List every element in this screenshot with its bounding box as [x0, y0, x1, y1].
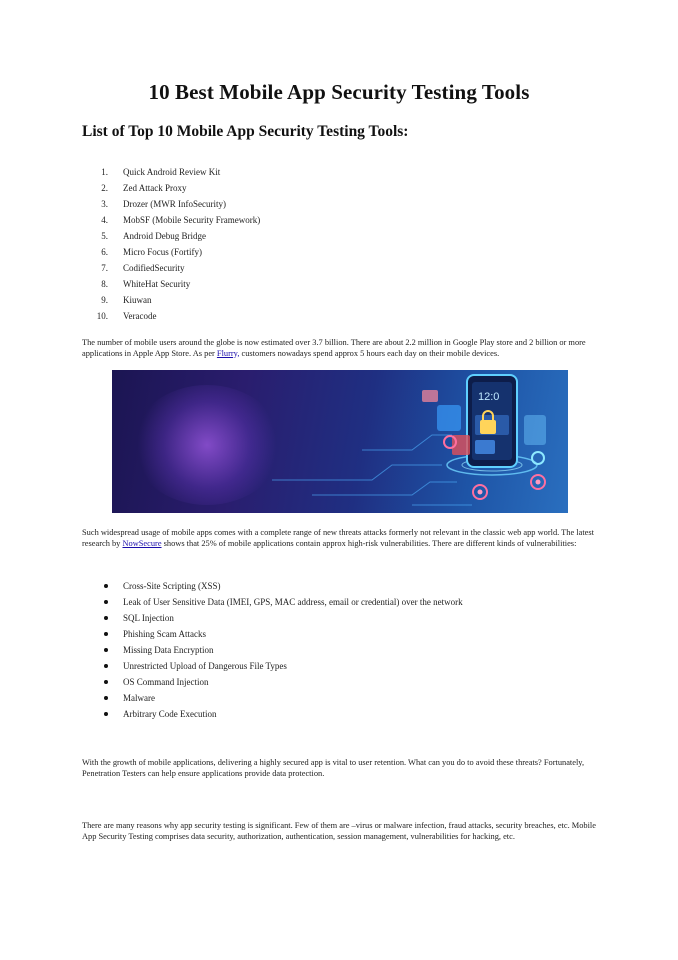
- bullet-icon: [104, 664, 108, 668]
- list-item: SQL Injection: [82, 610, 463, 626]
- reasons-paragraph: There are many reasons why app security testing is significant. Few of them are –virus or malware infection, fraud attacks, security breaches, etc. Mobile App Security Testing comprises data security, authorization, authentication, session management, vulnerabilities for hacking, etc.: [82, 821, 596, 841]
- list-item: 3. Drozer (MWR InfoSecurity): [101, 199, 226, 209]
- card-shape: [437, 405, 461, 431]
- list-item: OS Command Injection: [82, 674, 463, 690]
- list-item: 7. CodifiedSecurity: [101, 263, 185, 273]
- hero-image: [112, 370, 568, 513]
- list-item: Arbitrary Code Execution: [82, 706, 463, 722]
- list-item: 4. MobSF (Mobile Security Framework): [101, 215, 261, 225]
- bullet-icon: [104, 696, 108, 700]
- node-circle: [532, 452, 544, 464]
- card-shape: [422, 390, 438, 402]
- bullet-icon: [104, 600, 108, 604]
- tools-list: [82, 164, 260, 324]
- list-item: Cross-Site Scripting (XSS): [82, 578, 463, 594]
- bullet-icon: [104, 648, 108, 652]
- list-item: 6. Micro Focus (Fortify): [101, 247, 202, 257]
- flurry-link[interactable]: Flurry,: [216, 348, 240, 358]
- list-item: Phishing Scam Attacks: [82, 626, 463, 642]
- list-item: 10. Veracode: [96, 311, 157, 321]
- list-item: 5. Android Debug Bridge: [101, 231, 206, 241]
- list-item: 9. Kiuwan: [101, 295, 152, 305]
- bullet-icon: [104, 584, 108, 588]
- research-paragraph: Such widespread usage of mobile apps comes with a complete range of new threats attacks formerly not relevant in the classic web app world. The latest research by NowSecure shows that 25% of mobile applications contain approx high-risk vulnerabilities. There are different kinds of vulnerabilities:: [82, 528, 594, 548]
- page-title: 10 Best Mobile App Security Testing Tools: [148, 80, 530, 104]
- list-item: Unrestricted Upload of Dangerous File Types: [82, 658, 463, 674]
- mobile-security-illustration: [112, 370, 568, 513]
- section-heading: List of Top 10 Mobile App Security Testing Tools:: [82, 123, 409, 140]
- svg-text:12:0: 12:0: [478, 391, 500, 403]
- bullet-icon: [104, 616, 108, 620]
- bullet-icon: [104, 632, 108, 636]
- list-item: Missing Data Encryption: [82, 642, 463, 658]
- list-item: 2. Zed Attack Proxy: [101, 183, 187, 193]
- bullet-icon: [104, 680, 108, 684]
- list-item: 8. WhiteHat Security: [101, 279, 191, 289]
- nowsecure-link[interactable]: NowSecure: [122, 538, 162, 548]
- bullet-icon: [104, 712, 108, 716]
- list-item: Malware: [82, 690, 463, 706]
- card-shape: [524, 415, 546, 445]
- intro-paragraph: The number of mobile users around the globe is now estimated over 3.7 billion. There are about 2.2 million in Google Play store and 2 billion or more applications in Apple App Store. As per Flurry, customers nowadays spend approx 5 hours each day on their mobile devices.: [82, 338, 586, 358]
- list-item: 1. Quick Android Review Kit: [101, 167, 221, 177]
- growth-paragraph: With the growth of mobile applications, delivering a highly secured app is vital to user retention. What can you do to avoid these threats? Fortunately, Penetration Testers can help ensure applications provide data protection.: [82, 758, 585, 778]
- vulnerabilities-list: [82, 578, 463, 722]
- list-item: Leak of User Sensitive Data (IMEI, GPS, MAC address, email or credential) over the network: [82, 594, 463, 610]
